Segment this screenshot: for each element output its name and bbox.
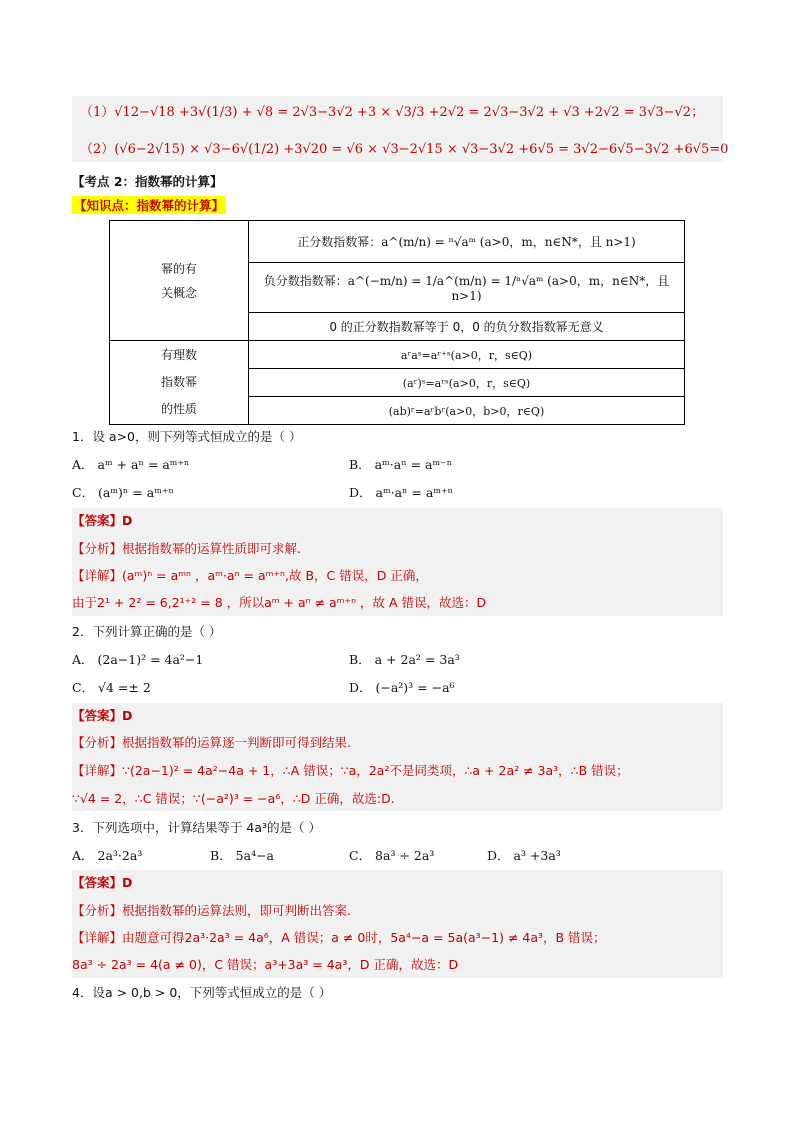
q1-detail-1: 【详解】(aᵐ)ⁿ = aᵐⁿ ，aᵐ·aⁿ = aᵐ⁺ⁿ,故 B，C 错误，D 正确，	[72, 568, 428, 583]
knowledge-table	[109, 220, 685, 425]
table-row-zero-exponent: 0 的正分数指数幂等于 0，0 的负分数指数幂无意义	[249, 313, 685, 341]
q2-answer: 【答案】D	[72, 708, 133, 723]
q3-detail-2: 8a³ ÷ 2a³ = 4(a ≠ 0)，C 错误；a³+3a³ = 4a³，D 正确，故选：D	[72, 957, 459, 972]
table-row-property-2: (aʳ)ˢ=aʳˢ(a>0，r，s∈Q)	[249, 369, 685, 397]
calc-line-2: （2）(√6−2√15) × √3−6√(1/2) +3√20 = √6 × √3−2√15 × √3−3√2 +6√5 = 3√2−6√5−3√2 +6√5=0	[80, 142, 729, 157]
group2-label-line1: 有理数	[160, 348, 197, 362]
q2-option-d: D． (−a²)³ = −a⁶	[349, 680, 455, 695]
q1-stem: 1．设 a>0，则下列等式恒成立的是（ ）	[72, 429, 302, 444]
group2-label-line2: 指数幂	[160, 375, 197, 389]
calc-line-1: （1）√12−√18 +3√(1/3) + √8 = 2√3−3√2 +3 × √3/3 +2√2 = 2√3−3√2 + √3 +2√2 = 3√3−√2；	[80, 105, 705, 120]
table-row-property-3: (ab)ʳ=aʳbʳ(a>0，b>0，r∈Q)	[249, 397, 685, 425]
q3-stem: 3．下列选项中，计算结果等于 4a³的是（ ）	[72, 820, 322, 835]
q2-analysis: 【分析】根据指数幂的运算逐一判断即可得到结果.	[72, 735, 351, 750]
table-row-negative-exponent: 负分数指数幂：a^(−m/n) = 1/a^(m/n) = 1/ⁿ√aᵐ (a>0，m，n∈N*，且 n>1)	[249, 263, 685, 313]
group1-label-line1: 幂的有	[160, 261, 197, 276]
q2-detail-1: 【详解】∵(2a−1)² = 4a²−4a + 1，∴A 错误；∵a，2a²不是同类项，∴a + 2a² ≠ 3a³，∴B 错误；	[72, 763, 629, 778]
q2-stem: 2．下列计算正确的是（ ）	[72, 624, 222, 639]
q3-option-a: A． 2a³·2a³	[72, 848, 143, 863]
table-row-positive-exponent: 正分数指数幂：a^(m/n) = ⁿ√aᵐ (a>0，m，n∈N*，且 n>1)	[249, 221, 685, 263]
q4-stem: 4．设a > 0,b > 0，下列等式恒成立的是（ ）	[72, 985, 332, 1000]
section-title: 【考点 2：指数幂的计算】	[72, 174, 223, 189]
q3-option-b: B． 5a⁴−a	[210, 848, 275, 863]
q3-answer: 【答案】D	[72, 875, 133, 890]
q2-option-a: A． (2a−1)² = 4a²−1	[72, 652, 204, 667]
q1-option-a: A． aᵐ + aⁿ = aᵐ⁺ⁿ	[72, 457, 190, 472]
group2-label-cell	[110, 341, 249, 425]
q3-analysis: 【分析】根据指数幂的运算法则，即可判断出答案.	[72, 903, 351, 918]
q1-option-b: B． aᵐ·aⁿ = aᵐ⁻ⁿ	[349, 457, 453, 472]
q3-option-d: D． a³ +3a³	[487, 848, 561, 863]
q2-detail-2: ∵√4 = 2，∴C 错误；∵(−a²)³ = −a⁶，∴D 正确，故选:D.	[72, 791, 395, 806]
q2-option-b: B． a + 2a² = 3a³	[349, 652, 460, 667]
q1-answer: 【答案】D	[72, 513, 133, 528]
q1-option-d: D． aᵐ·aⁿ = aᵐ⁺ⁿ	[349, 485, 453, 500]
q1-analysis: 【分析】根据指数幂的运算性质即可求解.	[72, 541, 301, 556]
table-row-property-1: aʳaˢ=aʳ⁺ˢ(a>0，r，s∈Q)	[249, 341, 685, 369]
knowledge-tag: 【知识点：指数幂的计算】	[74, 198, 225, 213]
group1-label-cell	[110, 221, 249, 341]
group1-label-line2: 关概念	[160, 285, 197, 300]
q3-detail-1: 【详解】由题意可得2a³·2a³ = 4a⁶，A 错误；a ≠ 0时，5a⁴−a = 5a(a³−1) ≠ 4a³，B 错误；	[72, 930, 606, 945]
q1-detail-2: 由于2¹ + 2² = 6,2¹⁺² = 8 ，所以aᵐ + aⁿ ≠ aᵐ⁺ⁿ ，故 A 错误，故选：D	[72, 595, 487, 610]
q2-option-c: C． √4 =± 2	[72, 680, 151, 695]
q3-option-c: C． 8a³ ÷ 2a³	[349, 848, 435, 863]
q1-option-c: C． (aᵐ)ⁿ = aᵐ⁺ⁿ	[72, 485, 174, 500]
group2-label-line3: 的性质	[160, 402, 197, 416]
